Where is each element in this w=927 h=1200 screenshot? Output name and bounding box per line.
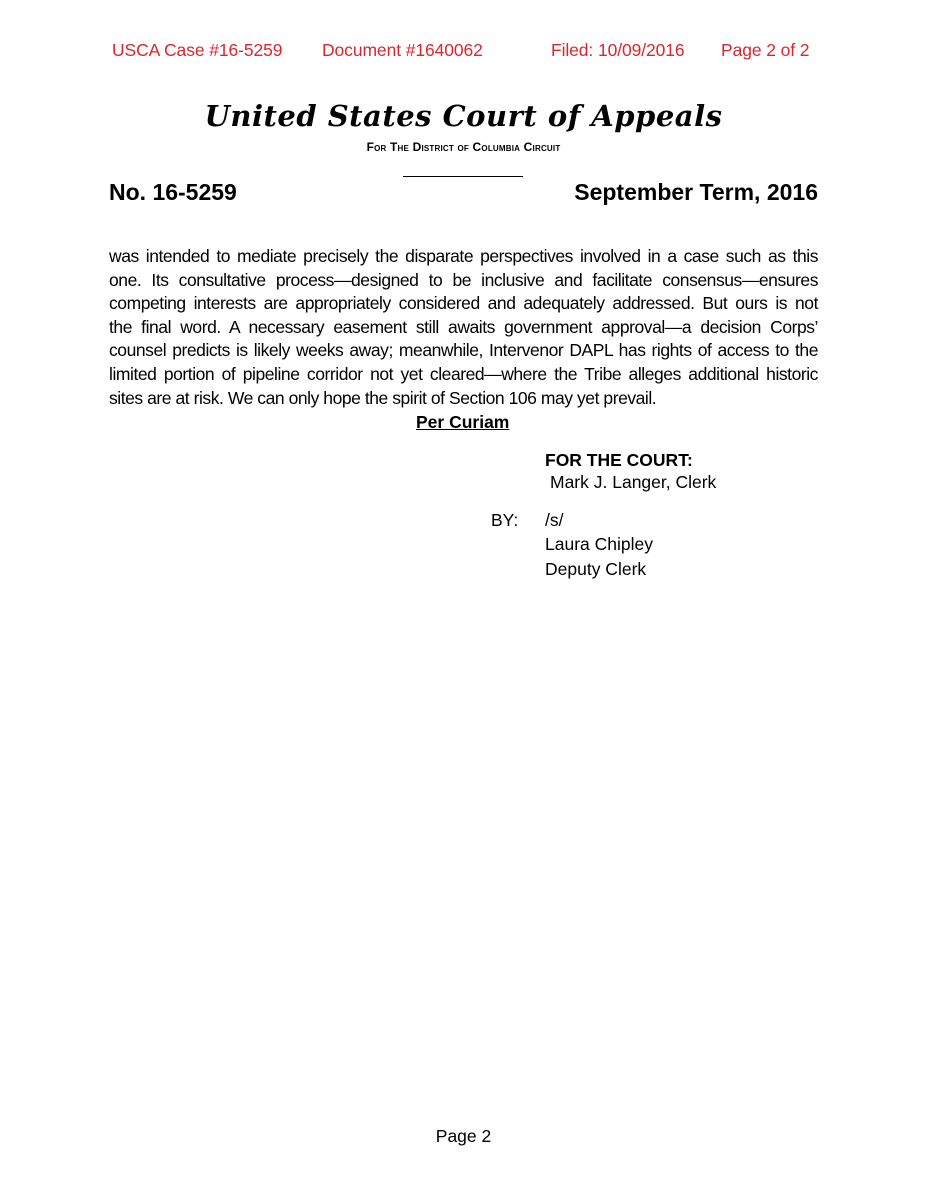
deputy-clerk-title: Deputy Clerk [545,559,647,579]
docket-number: No. 16-5259 [109,179,237,205]
page-number-footer: Page 2 [435,1126,492,1146]
paragraph-line: limited portion of pipeline corridor not yet cleared—where the Tribe alleges additional historic [109,363,818,384]
by-label: BY: [491,510,519,530]
paragraph-line: the final word. A necessary easement still awaits government approval—a decision Corps’ [109,316,818,337]
opinion-paragraph [109,245,818,410]
paragraph-line: one. Its consultative process—designed to be inclusive and facilitate consensus—ensures [109,269,818,290]
paragraph-line: competing interests are appropriately considered and adequately addressed. But ours is not [109,293,818,314]
per-curiam-label: Per Curiam [416,412,510,432]
page-count-stamp: Page 2 of 2 [721,40,810,60]
paragraph-line: sites are at risk. We can only hope the spirit of Section 106 may yet prevail. [109,387,657,408]
court-title: United States Court of Appeals [204,99,723,133]
clerk-name: Mark J. Langer, Clerk [550,472,717,492]
filed-date-stamp: Filed: 10/09/2016 [551,40,685,60]
for-the-court-label: FOR THE COURT: [545,450,693,470]
paragraph-line: counsel predicts is likely weeks away; meanwhile, Intervenor DAPL has rights of access to the [109,340,818,361]
signature-mark: /s/ [545,510,564,530]
paragraph-line: was intended to mediate precisely the disparate perspectives involved in a case such as this [109,246,818,266]
divider-rule [403,176,523,177]
court-term: September Term, 2016 [574,179,818,205]
deputy-clerk-name: Laura Chipley [545,534,653,554]
document-number-stamp: Document #1640062 [322,40,483,60]
case-number-stamp: USCA Case #16-5259 [112,40,283,60]
court-subtitle: For The District of Columbia Circuit [366,140,561,154]
